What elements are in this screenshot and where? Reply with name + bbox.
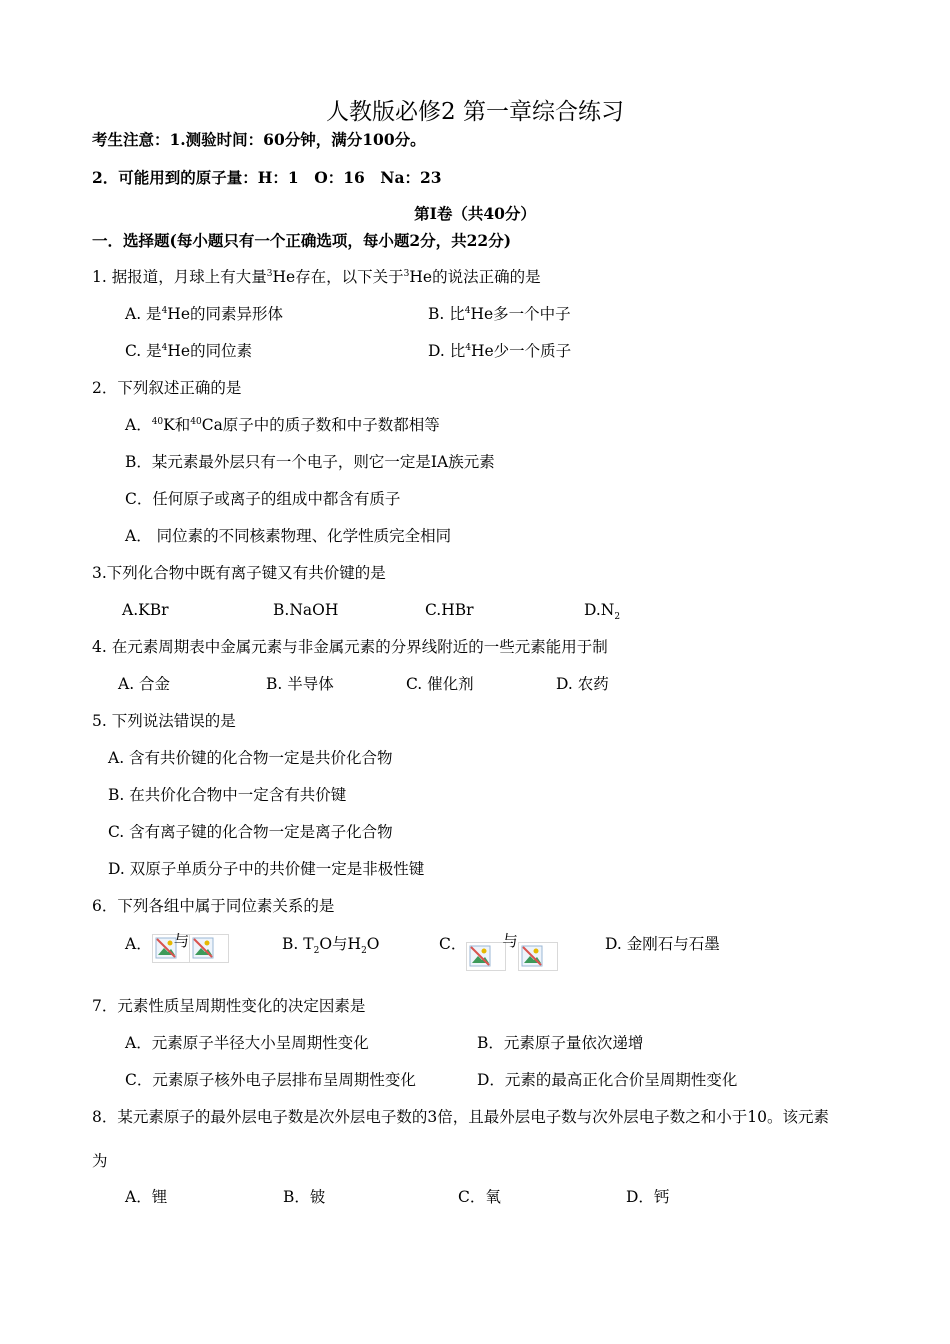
q4-option-a[interactable]: A. 合金: [118, 675, 171, 693]
notice-line-2: 2．可能用到的原子量：H：1 O：16 Na：23: [92, 168, 442, 187]
broken-image-icon: [189, 934, 229, 963]
page-title: 人教版必修2 第一章综合练习: [326, 99, 624, 125]
q5-option-d[interactable]: D. 双原子单质分子中的共价健一定是非极性键: [108, 860, 425, 878]
q4-option-b[interactable]: B. 半导体: [266, 675, 334, 693]
q3-option-b[interactable]: B.NaOH: [273, 601, 339, 619]
q7-option-d[interactable]: D．元素的最高正化合价呈周期性变化: [477, 1071, 738, 1089]
q7-option-b[interactable]: B．元素原子量依次递增: [477, 1034, 644, 1052]
q6-option-a[interactable]: A． 与: [125, 934, 229, 963]
q6-option-d[interactable]: D. 金刚石与石墨: [605, 935, 720, 953]
q1-option-b[interactable]: B. 比$^4$He多一个中子: [428, 305, 571, 323]
q1-option-a[interactable]: A. 是$^4$He的同素异形体: [125, 305, 283, 323]
q5-stem: 5. 下列说法错误的是: [92, 712, 236, 730]
q1-option-c[interactable]: C. 是$^4$He的同位素: [125, 342, 253, 360]
q1-option-d[interactable]: D. 比$^4$He少一个质子: [428, 342, 572, 360]
q6-option-c[interactable]: C． 与: [439, 934, 558, 971]
broken-image-icon: [466, 942, 506, 971]
q7-stem: 7．元素性质呈周期性变化的决定因素是: [92, 997, 366, 1015]
q5-option-a[interactable]: A. 含有共价键的化合物一定是共价化合物: [108, 749, 393, 767]
q4-option-d[interactable]: D. 农药: [556, 675, 609, 693]
notice-line-1: 考生注意：1.测验时间：60分钟，满分100分。: [92, 130, 426, 149]
q5-option-c[interactable]: C. 含有离子键的化合物一定是离子化合物: [108, 823, 393, 841]
q3-stem: 3.下列化合物中既有离子键又有共价键的是: [92, 564, 386, 582]
q2-option-d[interactable]: A． 同位素的不同核素物理、化学性质完全相同: [125, 527, 452, 545]
q8-stem-continued: 为: [92, 1152, 108, 1170]
q5-option-b[interactable]: B. 在共价化合物中一定含有共价键: [108, 786, 347, 804]
section-heading: 一．选择题(每小题只有一个正确选项，每小题2分，共22分): [92, 231, 512, 250]
q3-option-d[interactable]: $D.N_2$: [584, 601, 621, 623]
q1-stem: 1. 据报道，月球上有大量$^3$He存在，以下关于$^3$He的说法正确的是: [92, 268, 541, 286]
q2-option-c[interactable]: C．任何原子或离子的组成中都含有质子: [125, 490, 401, 508]
q6-option-b[interactable]: B. $T_2O$与$H_2O$: [282, 935, 380, 957]
q7-option-c[interactable]: C．元素原子核外电子层排布呈周期性变化: [125, 1071, 416, 1089]
q2-option-a[interactable]: A．$^{40}$K和$^{40}$Ca原子中的质子数和中子数都相等: [125, 416, 440, 434]
q7-option-a[interactable]: A．元素原子半径大小呈周期性变化: [125, 1034, 369, 1052]
broken-image-icon: [518, 942, 558, 971]
section-title: 第Ⅰ卷（共40分）: [414, 204, 536, 223]
q6-stem: 6．下列各组中属于同位素关系的是: [92, 897, 335, 915]
q3-option-a[interactable]: A.KBr: [122, 601, 169, 619]
q8-option-b[interactable]: B．铍: [283, 1188, 326, 1206]
q8-stem: 8．某元素原子的最外层电子数是次外层电子数的3倍，且最外层电子数与次外层电子数之和小于10。该元素: [92, 1108, 829, 1126]
q2-option-b[interactable]: B．某元素最外层只有一个电子，则它一定是ⅠA族元素: [125, 453, 495, 471]
q4-stem: 4. 在元素周期表中金属元素与非金属元素的分界线附近的一些元素能用于制: [92, 638, 608, 656]
q2-stem: 2．下列叙述正确的是: [92, 379, 242, 397]
q8-option-c[interactable]: C．氧: [458, 1188, 501, 1206]
q4-option-c[interactable]: C. 催化剂: [406, 675, 474, 693]
q3-option-c[interactable]: C.HBr: [425, 601, 474, 619]
q8-option-d[interactable]: D．钙: [626, 1188, 670, 1206]
q8-option-a[interactable]: A．锂: [125, 1188, 168, 1206]
